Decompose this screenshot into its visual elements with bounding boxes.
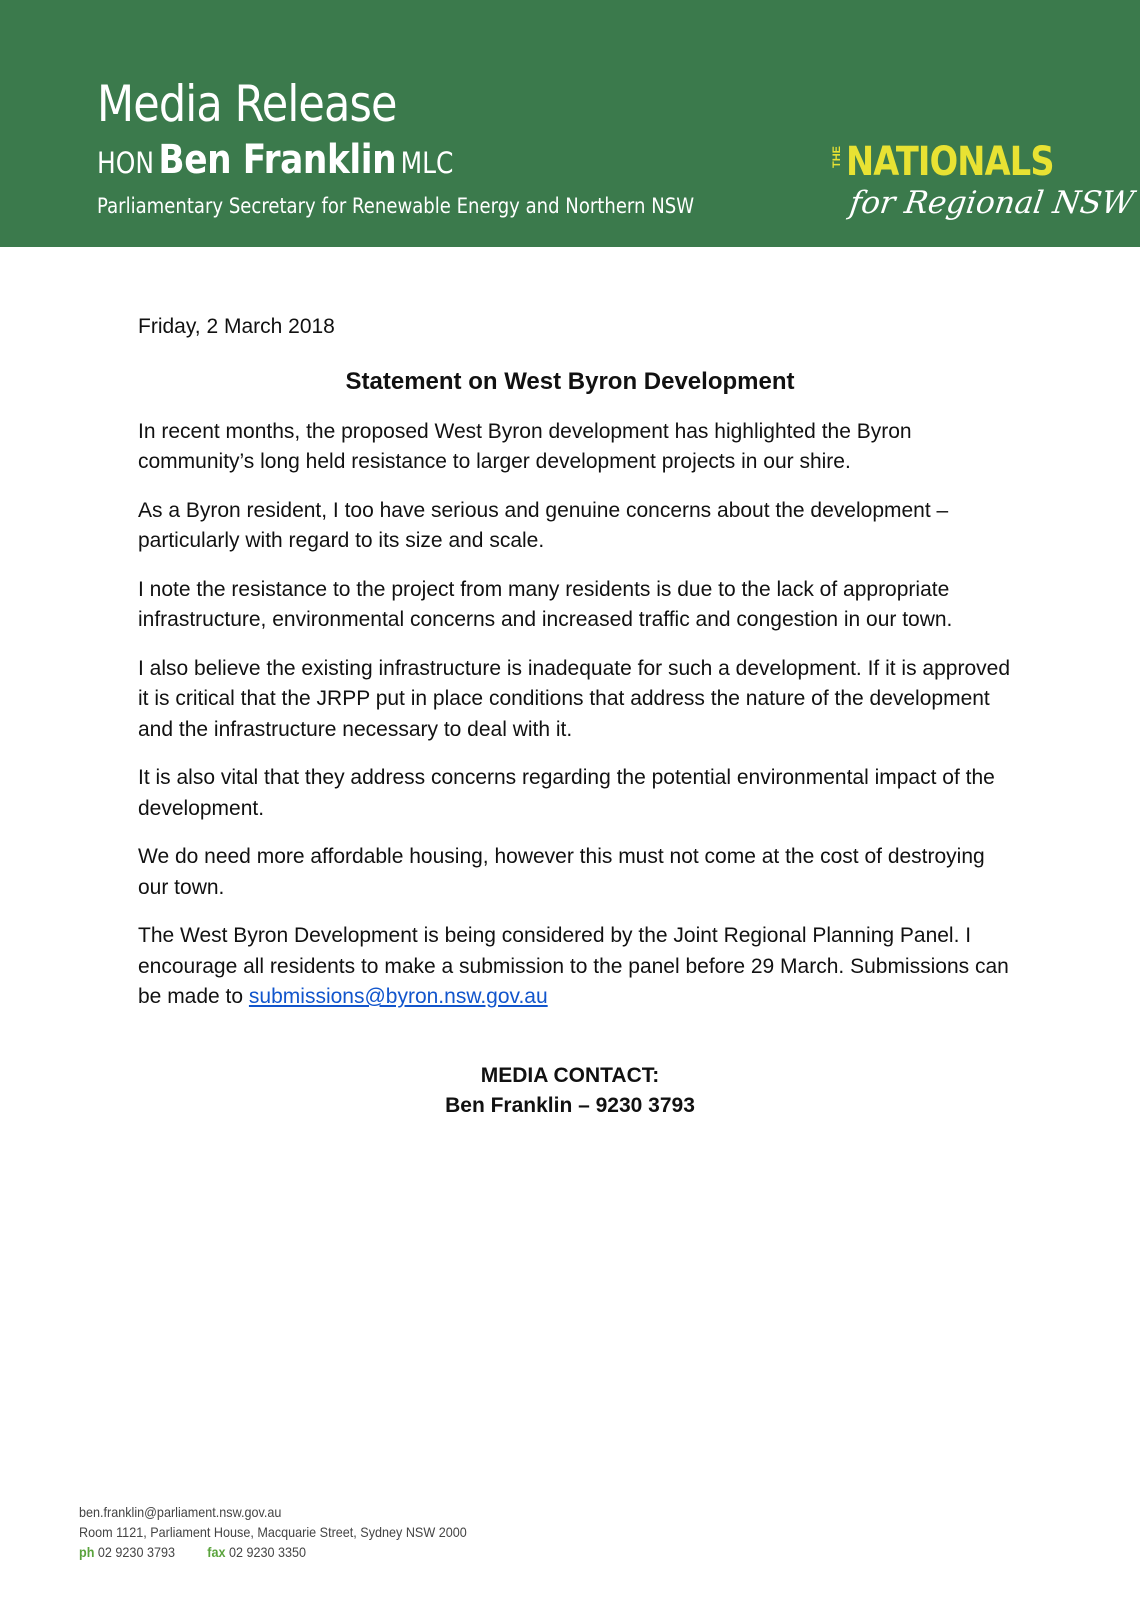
hon-prefix: HON [97, 146, 155, 180]
logo-tagline: for Regional NSW [847, 185, 1136, 221]
footer-phones [79, 1542, 467, 1562]
mlc-suffix: MLC [400, 146, 454, 180]
footer-email: ben.franklin@parliament.nsw.gov.au [79, 1504, 282, 1520]
fax-label: fax [207, 1544, 226, 1560]
release-date: Friday, 2 March 2018 [138, 315, 335, 338]
release-heading: Statement on West Byron Development [345, 367, 795, 395]
body-paragraph: I note the resistance to the project from many residents is due to the lack of appropriate infrastructure, environmental concerns and increased traffic and congestion in our town. [138, 577, 953, 631]
logo-nationals: NATIONALS [846, 139, 1054, 185]
nationals-logo [831, 139, 1136, 232]
member-name-line [97, 138, 453, 190]
media-contact-line: Ben Franklin – 9230 3793 [445, 1094, 695, 1117]
body-paragraph: As a Byron resident, I too have serious and genuine concerns about the development – particularly with regard to its size and scale. [138, 498, 949, 552]
member-role: Parliamentary Secretary for Renewable Energy and Northern NSW [97, 194, 695, 218]
final-paragraph [138, 921, 1018, 1013]
phone-label: ph [79, 1544, 95, 1560]
member-name: Ben Franklin [158, 137, 397, 183]
body-paragraph: In recent months, the proposed West Byron development has highlighted the Byron community’s long held resistance to larger development projects in our shire. [138, 419, 912, 473]
footer-address: Room 1121, Parliament House, Macquarie Street, Sydney NSW 2000 [79, 1524, 467, 1540]
phone-number: 02 9230 3793 [97, 1544, 175, 1560]
release-body [138, 312, 1018, 1122]
footer-contact [79, 1502, 467, 1562]
media-contact [138, 1061, 1002, 1122]
fax-number: 02 9230 3350 [228, 1544, 307, 1560]
logo-the: THE [831, 146, 843, 168]
media-release-title: Media Release [97, 75, 397, 133]
final-paragraph-text: The West Byron Development is being considered by the Joint Regional Planning Panel. I encourage all residents to make a submission to the panel before 29 March. Submissions can be made to [138, 924, 1009, 1008]
submission-email-link[interactable]: submissions@byron.nsw.gov.au [248, 985, 548, 1008]
body-paragraph: I also believe the existing infrastructure is inadequate for such a development. If it is approved it is critical that the JRPP put in place conditions that address the nature of the development and the infrastructure necessary to deal with it. [138, 656, 1010, 741]
body-paragraph: It is also vital that they address concerns regarding the potential environmental impact of the development. [138, 766, 995, 820]
body-paragraph: We do need more affordable housing, however this must not come at the cost of destroying our town. [138, 845, 985, 899]
media-contact-label: MEDIA CONTACT: [480, 1063, 660, 1087]
header-banner [0, 0, 1140, 247]
